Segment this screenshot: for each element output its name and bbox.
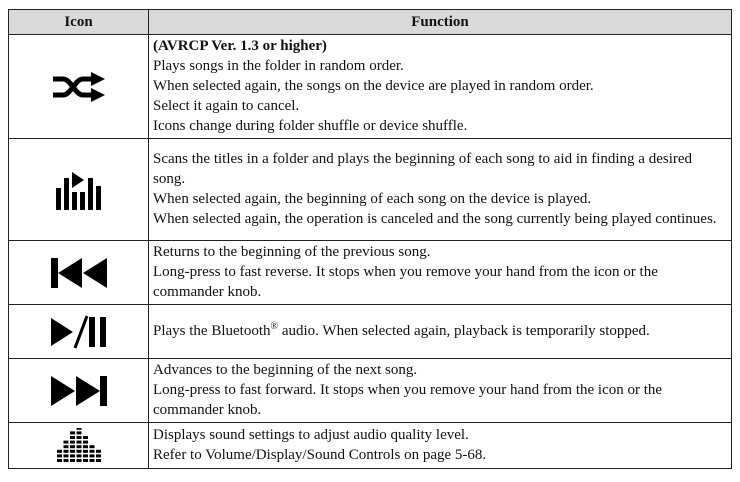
eq-block xyxy=(76,428,81,430)
eq-block xyxy=(96,454,101,457)
next-track-icon xyxy=(49,375,109,407)
eq-block xyxy=(57,449,62,452)
registered-mark: ® xyxy=(270,321,279,332)
eq-block xyxy=(83,440,88,443)
function-line: Select it again to cancel. xyxy=(153,98,300,114)
function-line: Displays sound settings to adjust audio quality level. xyxy=(153,427,469,443)
eq-block xyxy=(76,449,81,452)
function-line: Icons change during folder shuffle or device shuffle. xyxy=(153,118,468,134)
function-line: Advances to the beginning of the next song. xyxy=(153,362,418,378)
eq-block xyxy=(83,459,88,462)
eq-block xyxy=(70,440,75,443)
function-line: Returns to the beginning of the previous song. xyxy=(153,244,431,260)
function-table xyxy=(8,9,732,469)
eq-block xyxy=(89,454,94,457)
eq-block xyxy=(70,431,75,434)
eq-block xyxy=(57,459,62,462)
function-line: (AVRCP Ver. 1.3 or higher) xyxy=(153,38,327,54)
function-text: audio. When selected again, playback is temporarily stopped. xyxy=(278,323,650,339)
eq-block xyxy=(76,436,81,439)
function-line: When selected again, the operation is canceled and the song currently being played continues. xyxy=(153,211,717,227)
function-line: Scans the titles in a folder and plays the beginning of each song to aid in finding a desired song. xyxy=(153,151,693,187)
table-row xyxy=(9,241,732,305)
eq-block xyxy=(89,459,94,462)
eq-block xyxy=(76,445,81,448)
header-icon: Icon xyxy=(9,10,149,35)
eq-block xyxy=(63,459,68,462)
eq-block xyxy=(83,454,88,457)
eq-block xyxy=(57,454,62,457)
eq-block xyxy=(76,459,81,462)
table-row xyxy=(9,35,732,139)
eq-block xyxy=(70,459,75,462)
function-line: When selected again, the beginning of each song on the device is played. xyxy=(153,191,592,207)
eq-block xyxy=(70,436,75,439)
eq-block xyxy=(83,445,88,448)
eq-block xyxy=(83,449,88,452)
eq-block xyxy=(63,454,68,457)
table-row xyxy=(9,423,732,469)
shuffle-icon xyxy=(51,72,107,102)
function-line: Plays songs in the folder in random order. xyxy=(153,58,404,74)
eq-block xyxy=(63,449,68,452)
function-line: When selected again, the songs on the device are played in random order. xyxy=(153,78,594,94)
eq-block xyxy=(83,436,88,439)
function-text: Plays the Bluetooth xyxy=(153,323,271,339)
header-function: Function xyxy=(149,10,732,35)
eq-block xyxy=(76,454,81,457)
eq-block xyxy=(89,449,94,452)
function-line: Refer to Volume/Display/Sound Controls on page 5-68. xyxy=(153,447,487,463)
eq-block xyxy=(76,440,81,443)
eq-block xyxy=(96,459,101,462)
function-line xyxy=(153,321,727,341)
play-pause-icon xyxy=(49,314,109,350)
sound-settings-icon xyxy=(56,428,102,464)
table-row xyxy=(9,305,732,359)
table-row xyxy=(9,139,732,241)
function-line: Long-press to fast forward. It stops when you remove your hand from the icon or the commander knob. xyxy=(153,382,663,418)
previous-track-icon xyxy=(49,257,109,289)
scan-icon xyxy=(54,170,104,210)
eq-block xyxy=(70,449,75,452)
eq-block xyxy=(63,445,68,448)
table-row xyxy=(9,359,732,423)
function-line: Long-press to fast reverse. It stops when you remove your hand from the icon or the commander knob. xyxy=(153,264,658,300)
eq-block xyxy=(63,440,68,443)
eq-block xyxy=(96,449,101,452)
eq-block xyxy=(70,445,75,448)
eq-block xyxy=(76,431,81,434)
eq-block xyxy=(89,445,94,448)
table-header-row xyxy=(9,10,732,35)
eq-block xyxy=(70,454,75,457)
